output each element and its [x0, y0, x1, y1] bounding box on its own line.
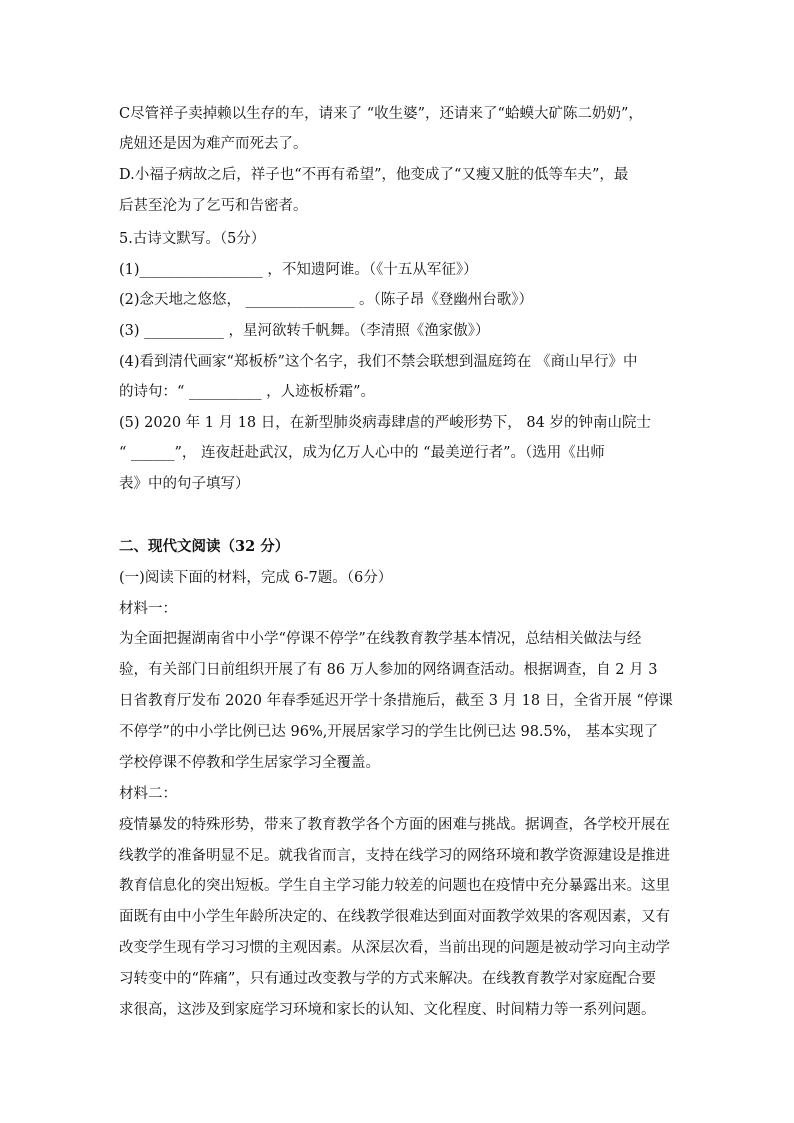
material-1-line-4: 不停学”的中小学比例已达 96%,开展居家学习的学生比例已达 98.5%， 基本实现了: [119, 724, 659, 740]
option-d-line-2: 后甚至沦为了乞丐和告密者。: [119, 198, 308, 214]
section-2-heading: 二、现代文阅读（32 分）: [119, 538, 290, 555]
subsection-1-instruction: (一)阅读下面的材料，完成 6-7题。（6分）: [119, 570, 393, 586]
question-5-item-4-line-2: 的诗句：“ __________ ，人迹板桥霜”。: [119, 384, 376, 400]
material-2-line-4: 面既有由中小学生年龄所决定的、在线教学很难达到面对面教学效果的客观因素，又有: [119, 909, 670, 925]
option-d-line-1: D.小福子病故之后，祥子也“不再有希望”，他变成了“又瘦又脏的低等车夫”，最: [119, 167, 629, 183]
material-2-line-7: 求很高，这涉及到家庭学习环境和家长的认知、文化程度、时间精力等一系列问题。: [119, 1002, 656, 1018]
material-2-line-6: 习转变中的“阵痛”，只有通过改变教与学的方式来解决。在线教育教学对家庭配合要: [119, 971, 656, 987]
material-1-line-5: 学校停课不停教和学生居家学习全覆盖。: [119, 755, 380, 771]
material-1-line-2: 验，有关部门日前组织开展了有 86 万人参加的网络调查活动。根据调查，自 2 月 3: [119, 662, 658, 678]
material-2-line-3: 教育信息化的突出短板。学生自主学习能力较差的问题也在疫情中充分暴露出来。这里: [119, 878, 670, 894]
material-1-label: 材料一：: [119, 601, 177, 617]
material-2-label: 材料二：: [119, 786, 177, 802]
question-5-item-5-line-3: 表》中的句子填写）: [119, 476, 250, 492]
material-1-line-3: 日省教育厅发布 2020 年春季延迟开学十条措施后，截至 3 月 18 日，全省开展 “停课: [119, 693, 673, 709]
question-5-item-1: (1)_________________ ，不知遗阿谁。（《十五从军征》）: [119, 262, 478, 278]
option-c-line-1: C尽管祥子卖掉赖以生存的车，请来了 “收生婆”，还请来了“蛤蟆大矿陈二奶奶”，: [119, 106, 643, 122]
option-c-line-2: 虎妞还是因为难产而死去了。: [119, 136, 308, 152]
question-5-item-4-line-1: (4)看到清代画家“郑板桥”这个名字，我们不禁会联想到温庭筠在 《商山早行》中: [119, 354, 638, 370]
question-5-title: 5.古诗文默写。（5分）: [119, 231, 266, 247]
material-2-line-1: 疫情暴发的特殊形势，带来了教育教学各个方面的困难与挑战。据调查，各学校开展在: [119, 817, 670, 833]
material-2-line-2: 线教学的准备明显不足。就我省而言，支持在线学习的网络环境和教学资源建设是推进: [119, 848, 670, 864]
question-5-item-2: (2)念天地之悠悠， _______________ 。（陈子昂《登幽州台歌》）: [119, 292, 534, 308]
question-5-item-3: (3) ___________ ，星河欲转千帆舞。（李清照《渔家傲》）: [119, 323, 490, 339]
material-1-line-1: 为全面把握湖南省中小学“停课不停学”在线教育教学基本情况，总结相关做法与经: [119, 631, 642, 647]
material-2-line-5: 改变学生现有学习习惯的主观因素。从深层次看，当前出现的问题是被动学习向主动学: [119, 940, 670, 956]
question-5-item-5-line-2: “ ______”， 连夜赶赴武汉，成为亿万人心中的 “最美逆行者”。（选用《出师: [119, 445, 605, 461]
question-5-item-5-line-1: (5) 2020 年 1 月 18 日，在新型肺炎病毒肆虐的严峻形势下， 84 岁的钟南山院士: [119, 415, 651, 431]
